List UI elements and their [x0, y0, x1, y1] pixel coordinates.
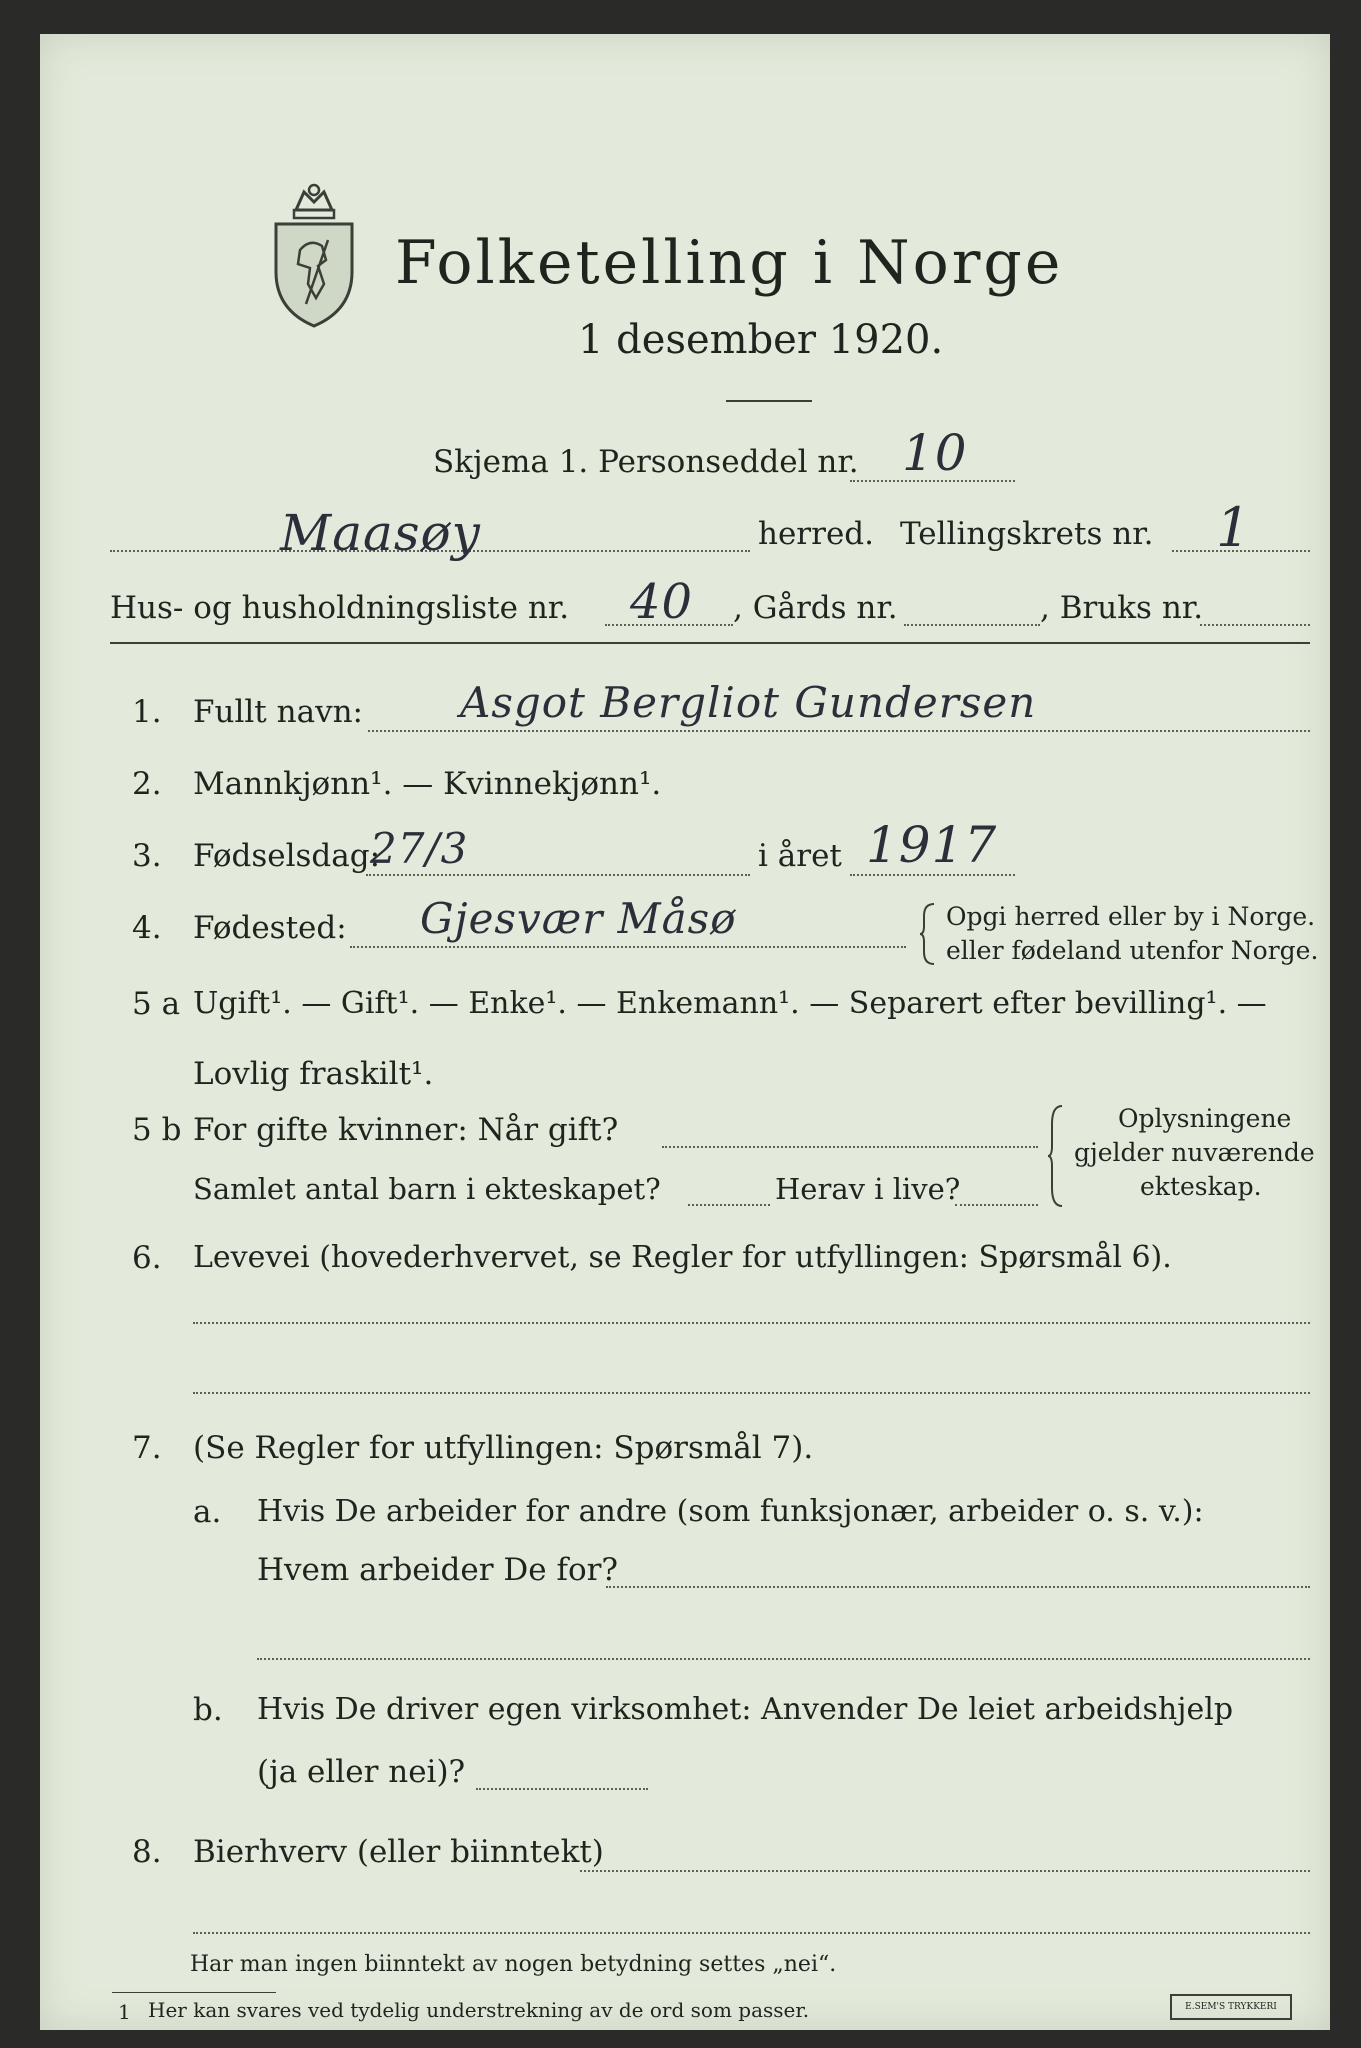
q5b-alive-label: Herav i live? [775, 1172, 961, 1206]
printer-stamp: E.SEM'S TRYKKERI [1170, 1994, 1292, 2020]
q7b-answer-line [476, 1788, 648, 1790]
herred-label: herred. [758, 516, 874, 552]
q5b-children-label: Samlet antal barn i ekteskapet? [193, 1172, 661, 1206]
gards-label: , Gårds nr. [733, 590, 898, 626]
schema-label: Skjema 1. Personseddel nr. [433, 444, 859, 480]
bruks-label: , Bruks nr. [1040, 590, 1204, 626]
census-date: 1 desember 1920. [578, 317, 944, 363]
q3-birthdate-value[interactable]: 27/3 [370, 824, 469, 873]
q6-label: Levevei (hovederhvervet, se Regler for utfyllingen: Spørsmål 6). [193, 1240, 1172, 1275]
q7a-label-line-2: Hvem arbeider De for? [257, 1552, 619, 1588]
q5a-number: 5 a [132, 986, 181, 1022]
q8-line-2 [193, 1932, 1310, 1934]
q3-day-line [366, 874, 750, 876]
q4-brace-icon [918, 902, 938, 966]
q6-number: 6. [132, 1240, 162, 1276]
husholdningsliste-value[interactable]: 40 [630, 574, 694, 630]
footnote-mark: 1 [118, 2000, 131, 2024]
q6-line-2 [193, 1392, 1310, 1394]
bruks-line [1200, 624, 1310, 626]
tellingskrets-label: Tellingskrets nr. [900, 516, 1154, 552]
q4-note-line-1: Opgi herred eller by i Norge. [946, 902, 1316, 931]
q3-year-line [850, 874, 1015, 876]
q5b-married-line [662, 1146, 1038, 1148]
footnote-divider [112, 1992, 276, 1993]
q5b-children-line [688, 1204, 770, 1206]
q4-birthplace-value[interactable]: Gjesvær Måsø [420, 894, 737, 943]
q8-number: 8. [132, 1834, 162, 1870]
q5b-note-line-1: Oplysningene [1118, 1104, 1292, 1133]
census-form [40, 34, 1330, 2030]
q2-number: 2. [132, 766, 162, 802]
husholdningsliste-label: Hus- og husholdningsliste nr. [110, 590, 570, 626]
q7a-line-2 [257, 1658, 1310, 1660]
tellingskrets-value[interactable]: 1 [1216, 496, 1252, 559]
q2-label: Mannkjønn¹. — Kvinnekjønn¹. [193, 766, 662, 802]
title-divider [726, 400, 812, 402]
q7a-employer-line [606, 1586, 1310, 1588]
q5b-note-line-3: ekteskap. [1140, 1172, 1262, 1201]
q1-label: Fullt navn: [193, 694, 363, 730]
q1-number: 1. [132, 694, 162, 730]
q5b-alive-line [955, 1204, 1038, 1206]
q5b-number: 5 b [132, 1112, 182, 1148]
q7b-label-line-2: (ja eller nei)? [257, 1754, 466, 1790]
q4-note-line-2: eller fødeland utenfor Norge. [946, 936, 1319, 965]
gards-line [904, 624, 1040, 626]
q4-number: 4. [132, 910, 162, 946]
norwegian-coat-of-arms-icon [266, 180, 362, 330]
footnote-text: Her kan svares ved tydelig understrekning av de ord som passer. [148, 1998, 810, 2022]
q5a-label: Ugift¹. — Gift¹. — Enke¹. — Enkemann¹. — Separert efter bevilling¹. — [193, 986, 1267, 1021]
q7-label: (Se Regler for utfyllingen: Spørsmål 7). [193, 1430, 814, 1466]
header-divider [110, 642, 1310, 644]
q5b-label: For gifte kvinner: Når gift? [193, 1112, 619, 1148]
q1-full-name-value[interactable]: Asgot Bergliot Gundersen [460, 678, 1037, 727]
q3-year-label: i året [758, 838, 842, 874]
q7a-label: Hvis De arbeider for andre (som funksjonær, arbeider o. s. v.): [257, 1494, 1204, 1529]
herred-value[interactable]: Maasøy [280, 504, 481, 562]
q7-number: 7. [132, 1430, 162, 1466]
q7b-label: Hvis De driver egen virksomhet: Anvender De leiet arbeidshjelp [257, 1692, 1234, 1727]
q3-number: 3. [132, 838, 162, 874]
form-title: Folketelling i Norge [395, 228, 1064, 298]
q7a-number: a. [193, 1494, 222, 1530]
q4-label: Fødested: [193, 910, 347, 946]
q8-label: Bierhverv (eller biinntekt) [193, 1834, 604, 1870]
q3-birthyear-value[interactable]: 1917 [866, 816, 998, 874]
q5a-label-line-2: Lovlig fraskilt¹. [193, 1056, 434, 1092]
q3-label: Fødselsdag: [193, 838, 381, 874]
q5b-brace-icon [1046, 1104, 1066, 1208]
q6-line-1 [193, 1322, 1310, 1324]
q4-line [350, 946, 906, 948]
q7b-number: b. [193, 1692, 223, 1728]
q8-line-1 [580, 1870, 1310, 1872]
q1-line [368, 730, 1310, 732]
q5b-note-line-2: gjelder nuværende [1074, 1138, 1315, 1167]
q8-note: Har man ingen biinntekt av nogen betydning settes „nei“. [190, 1952, 837, 1977]
schema-number-value[interactable]: 10 [902, 424, 968, 482]
